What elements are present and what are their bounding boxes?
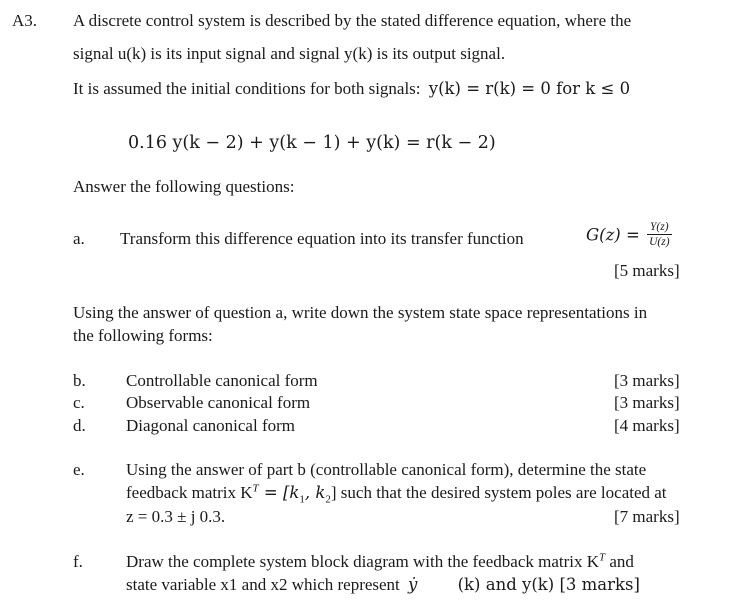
part-e-marks: [7 marks] xyxy=(614,507,680,526)
part-d-marks: [4 marks] xyxy=(614,416,680,435)
initial-condition-text: It is assumed the initial conditions for both signals: xyxy=(73,79,421,98)
intro-line-2: signal u(k) is its input signal and signal y(k) is its output signal. xyxy=(73,44,506,63)
part-e-line-3: z = 0.3 ± j 0.3. xyxy=(126,507,226,526)
part-f-line2-text: state variable x1 and x2 which represent xyxy=(126,575,400,594)
part-c-label: c. xyxy=(73,393,85,412)
part-f-line-2 xyxy=(126,575,640,595)
part-f-line-1 xyxy=(126,552,634,572)
part-f-line1-text: Draw the complete system block diagram with the feedback matrix K xyxy=(126,552,600,571)
tf-denominator: U(z) xyxy=(649,236,670,249)
answer-prompt: Answer the following questions: xyxy=(73,177,295,196)
state-space-prompt-2: the following forms: xyxy=(73,326,213,345)
part-e-k-sub1: 1 xyxy=(299,493,305,506)
part-f-line2-end: (k) and y(k) [3 marks] xyxy=(457,575,640,594)
part-e-k-sup: T xyxy=(252,482,259,495)
transfer-function xyxy=(586,220,672,250)
part-c-marks: [3 marks] xyxy=(614,393,680,412)
question-number: A3. xyxy=(12,11,38,30)
state-space-prompt-1: Using the answer of question a, write down the system state space representations in xyxy=(73,303,648,322)
part-b-label: b. xyxy=(73,371,86,390)
part-e-k-open: = [k xyxy=(258,483,300,502)
part-c-text: Observable canonical form xyxy=(126,393,311,412)
part-e-k-mid: , k xyxy=(304,483,326,502)
part-d-text: Diagonal canonical form xyxy=(126,416,295,435)
initial-condition: y(k) = r(k) = 0 for k ≤ 0 xyxy=(428,79,631,98)
intro-line-1: A discrete control system is described by the stated difference equation, where the xyxy=(73,11,632,30)
part-e-k-text: feedback matrix K xyxy=(126,483,253,502)
part-f-k-sup: T xyxy=(599,551,606,564)
part-a-label: a. xyxy=(73,229,85,248)
part-b-marks: [3 marks] xyxy=(614,371,680,390)
part-e-line-1: Using the answer of part b (controllable canonical form), determine the state xyxy=(126,460,647,479)
part-d-label: d. xyxy=(73,416,86,435)
difference-equation: 0.16 y(k − 2) + y(k − 1) + y(k) = r(k − 2) xyxy=(128,133,496,153)
transfer-function-fraction xyxy=(647,220,671,250)
part-e-k-sub2: 2 xyxy=(325,493,331,506)
part-a-text: Transform this difference equation into its transfer function xyxy=(120,229,524,248)
part-f-label: f. xyxy=(73,552,83,571)
part-e-line-2 xyxy=(126,482,667,506)
part-e-k-rest: ] such that the desired system poles are located at xyxy=(330,483,667,502)
part-b-text: Controllable canonical form xyxy=(126,371,318,390)
tf-numerator: Y(z) xyxy=(647,220,671,235)
part-a-marks: [5 marks] xyxy=(614,261,680,280)
part-f-ydot: ẏ xyxy=(408,575,418,594)
intro-line-3 xyxy=(73,79,630,99)
part-e-label: e. xyxy=(73,460,85,479)
gz-label: G(z) = xyxy=(586,225,640,245)
part-f-line1-end: and xyxy=(605,552,634,571)
